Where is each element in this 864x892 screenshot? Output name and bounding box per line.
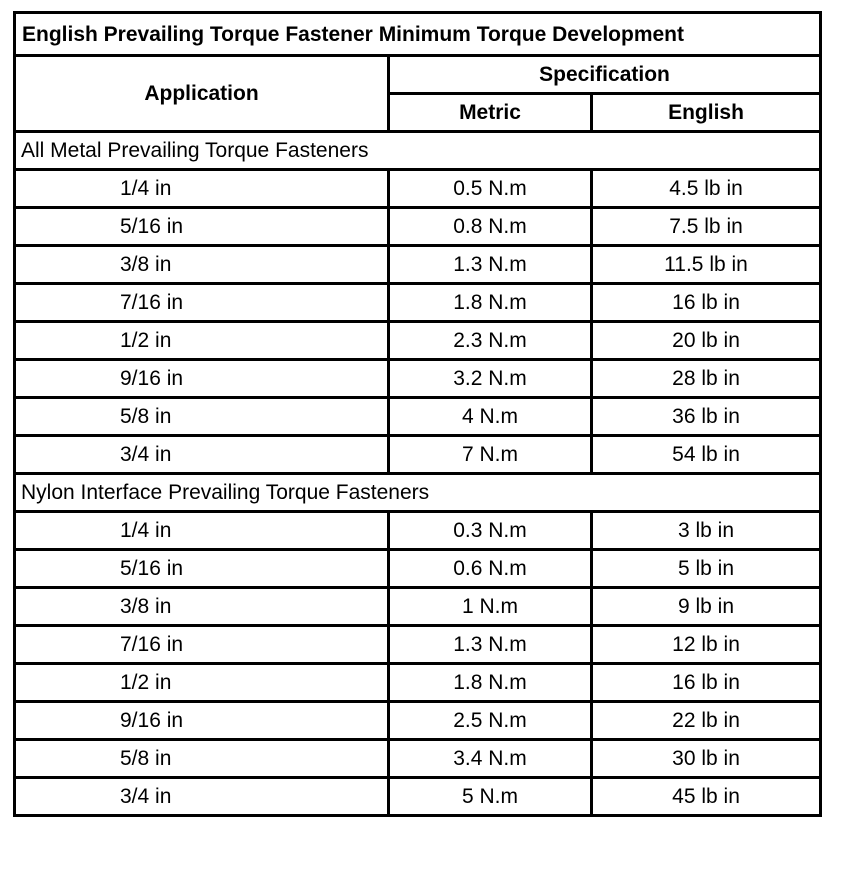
english-cell: 28 lb in <box>592 360 821 398</box>
english-cell: 16 lb in <box>592 284 821 322</box>
application-cell: 1/4 in <box>15 512 389 550</box>
table-row <box>15 626 821 664</box>
english-cell: 22 lb in <box>592 702 821 740</box>
application-cell: 5/8 in <box>15 398 389 436</box>
table-row <box>15 588 821 626</box>
section-title: Nylon Interface Prevailing Torque Fasteners <box>15 474 821 512</box>
metric-cell: 0.5 N.m <box>389 170 592 208</box>
metric-cell: 1 N.m <box>389 588 592 626</box>
english-header: English <box>592 94 821 132</box>
english-cell: 12 lb in <box>592 626 821 664</box>
application-cell: 1/2 in <box>15 322 389 360</box>
application-cell: 1/2 in <box>15 664 389 702</box>
metric-cell: 0.6 N.m <box>389 550 592 588</box>
metric-cell: 3.2 N.m <box>389 360 592 398</box>
table-title: English Prevailing Torque Fastener Minimum Torque Development <box>15 13 821 56</box>
application-header: Application <box>15 56 389 132</box>
table-row <box>15 284 821 322</box>
english-cell: 20 lb in <box>592 322 821 360</box>
english-cell: 11.5 lb in <box>592 246 821 284</box>
metric-cell: 1.8 N.m <box>389 664 592 702</box>
metric-cell: 1.8 N.m <box>389 284 592 322</box>
metric-cell: 1.3 N.m <box>389 626 592 664</box>
application-cell: 9/16 in <box>15 360 389 398</box>
metric-cell: 7 N.m <box>389 436 592 474</box>
metric-cell: 3.4 N.m <box>389 740 592 778</box>
table-row <box>15 398 821 436</box>
section-row <box>15 132 821 170</box>
table-row <box>15 246 821 284</box>
metric-cell: 2.3 N.m <box>389 322 592 360</box>
table-row <box>15 664 821 702</box>
application-cell: 3/8 in <box>15 246 389 284</box>
application-cell: 1/4 in <box>15 170 389 208</box>
application-cell: 3/4 in <box>15 778 389 816</box>
application-cell: 9/16 in <box>15 702 389 740</box>
english-cell: 36 lb in <box>592 398 821 436</box>
application-cell: 3/8 in <box>15 588 389 626</box>
english-cell: 4.5 lb in <box>592 170 821 208</box>
table-row <box>15 208 821 246</box>
english-cell: 54 lb in <box>592 436 821 474</box>
section-row <box>15 474 821 512</box>
table-row <box>15 702 821 740</box>
english-cell: 3 lb in <box>592 512 821 550</box>
application-cell: 3/4 in <box>15 436 389 474</box>
english-cell: 16 lb in <box>592 664 821 702</box>
english-cell: 5 lb in <box>592 550 821 588</box>
metric-cell: 2.5 N.m <box>389 702 592 740</box>
title-row <box>15 13 821 56</box>
application-cell: 5/8 in <box>15 740 389 778</box>
header-row-1 <box>15 56 821 94</box>
table-row <box>15 550 821 588</box>
section-title: All Metal Prevailing Torque Fasteners <box>15 132 821 170</box>
application-cell: 5/16 in <box>15 550 389 588</box>
table-row <box>15 778 821 816</box>
table-row <box>15 170 821 208</box>
specification-header: Specification <box>389 56 821 94</box>
english-cell: 9 lb in <box>592 588 821 626</box>
metric-cell: 4 N.m <box>389 398 592 436</box>
torque-spec-table <box>13 11 822 817</box>
metric-cell: 1.3 N.m <box>389 246 592 284</box>
table-row <box>15 740 821 778</box>
table-row <box>15 512 821 550</box>
application-cell: 7/16 in <box>15 626 389 664</box>
english-cell: 7.5 lb in <box>592 208 821 246</box>
table-row <box>15 322 821 360</box>
application-cell: 7/16 in <box>15 284 389 322</box>
application-cell: 5/16 in <box>15 208 389 246</box>
table-body <box>15 13 821 816</box>
english-cell: 30 lb in <box>592 740 821 778</box>
metric-cell: 0.3 N.m <box>389 512 592 550</box>
metric-header: Metric <box>389 94 592 132</box>
metric-cell: 5 N.m <box>389 778 592 816</box>
table-row <box>15 436 821 474</box>
table-row <box>15 360 821 398</box>
metric-cell: 0.8 N.m <box>389 208 592 246</box>
english-cell: 45 lb in <box>592 778 821 816</box>
